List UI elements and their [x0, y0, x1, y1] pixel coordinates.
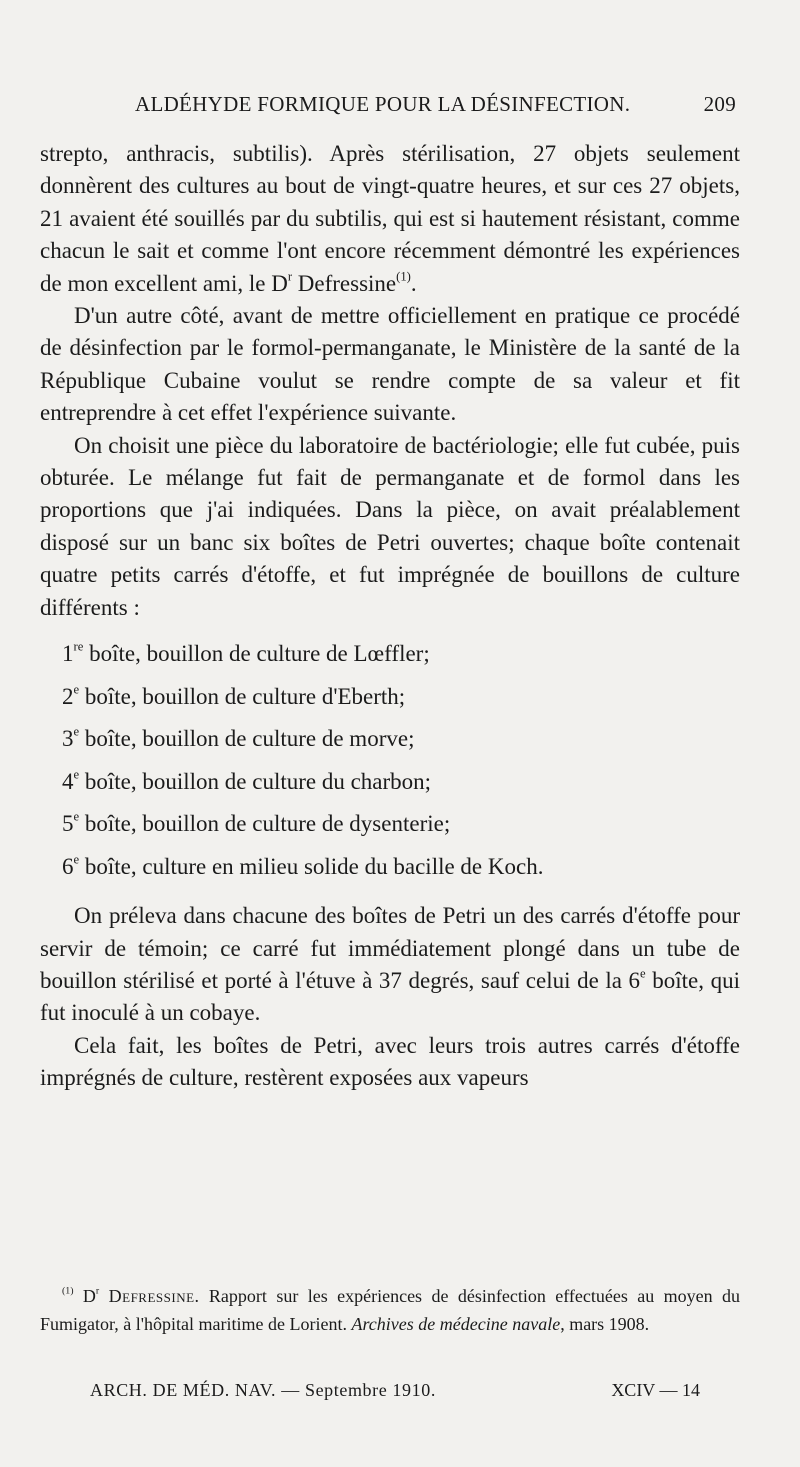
dr-superscript: r: [287, 268, 293, 283]
list-item: [40, 676, 740, 719]
page-number: 209: [703, 92, 736, 116]
list-item-number: 6: [62, 853, 74, 879]
list-item-text: boîte, bouillon de culture de morve;: [79, 726, 415, 752]
footnote-author: Defressine.: [108, 1286, 200, 1306]
paragraph-1-tail: .: [410, 270, 417, 296]
paragraph-1-name: Defressine: [292, 270, 397, 296]
list-item: [40, 761, 740, 804]
paragraph-5: Cela fait, les boîtes de Petri, avec leurs trois autres carrés d'étoffe imprégnés de culture, restèrent exposées aux vapeurs: [40, 1032, 740, 1091]
list-item-ordinal: e: [73, 851, 80, 866]
list-item-ordinal: e: [73, 766, 80, 781]
running-title: ALDÉHYDE FORMIQUE POUR LA DÉSINFECTION.: [135, 92, 631, 116]
footnote-marker: (1): [62, 1285, 74, 1297]
list-item-text: boîte, bouillon de culture de dysenterie;: [79, 811, 451, 837]
ordinal-superscript: e: [640, 966, 646, 981]
petri-box-list: [40, 633, 740, 888]
footnote-dr: D: [82, 1286, 96, 1306]
list-item-number: 5: [62, 811, 74, 837]
list-item-number: 2: [62, 683, 74, 709]
list-item-number: 3: [62, 726, 74, 752]
paragraph-3: On choisit une pièce du laboratoire de bactériologie; elle fut cubée, puis obturée. Le mélange fut fait de permanganate et de formol dans les proportions que j'ai indiquées. Dans la pièce, on avait préalablement disposé sur un banc six boîtes de Petri ouvertes; chaque boîte contenait quatre petits carrés d'étoffe, et fut imprégnée de bouillons de culture différents :: [40, 432, 740, 620]
list-item-text: boîte, bouillon de culture de Lœffler;: [83, 641, 430, 667]
footnote: [40, 1283, 740, 1338]
list-item: [40, 846, 740, 889]
paragraph-1: [40, 138, 740, 300]
main-text: [40, 138, 740, 1095]
list-item-number: 1: [62, 641, 74, 667]
footnote-text: Rapport sur les expériences de désinfection effectuées au moyen du Fumigator, à l'hôpital maritime de Lorient.: [40, 1286, 741, 1334]
list-item: [40, 633, 740, 676]
list-item-ordinal: e: [73, 681, 80, 696]
paragraph-4: [40, 900, 740, 1030]
footnote-dr-superscript: r: [95, 1285, 100, 1297]
footer-signature: ARCH. DE MÉD. NAV. — Septembre 1910.: [90, 1380, 436, 1400]
list-item-text: boîte, bouillon de culture du charbon;: [79, 768, 432, 794]
list-item-text: boîte, culture en milieu solide du bacille de Koch.: [79, 853, 544, 879]
page-footer: [40, 1380, 740, 1406]
footnote-reference[interactable]: (1): [396, 268, 411, 283]
paragraph-1-text: strepto, anthracis, subtilis). Après stérilisation, 27 objets seulement donnèrent des cultures au bout de vingt-quatre heures, et sur ces 27 objets, 21 avaient été souillés par du subtilis, qui est si hautement résistant, comme chacun le sait et comme l'ont encore récemment démontré les expériences de mon excellent ami, le D: [40, 141, 740, 296]
list-item: [40, 718, 740, 761]
footnote-journal: Archives de médecine navale: [351, 1313, 561, 1334]
running-header: [40, 92, 740, 126]
footnote-date: , mars 1908.: [560, 1313, 650, 1334]
list-item-text: boîte, bouillon de culture d'Eberth;: [79, 683, 406, 709]
footer-signature-mark: XCIV — 14: [611, 1380, 700, 1400]
paragraph-4-text: On préleva dans chacune des boîtes de Petri un des carrés d'étoffe pour servir de témoin; ce carré fut immédiatement plongé dans un tube de bouillon stérilisé et porté à l'étuve à 37 degrés, sauf celui de la 6: [40, 903, 740, 993]
paragraph-2: D'un autre côté, avant de mettre officiellement en pratique ce procédé de désinfection par le formol-permanganate, le Ministère de la santé de la République Cubaine voulut se rendre compte de sa valeur et fit entreprendre à cet effet l'expérience suivante.: [40, 303, 740, 426]
list-item-ordinal: re: [73, 639, 84, 654]
paragraph-4-end: boîte, qui fut inoculé à un cobaye.: [40, 967, 740, 1026]
list-item: [40, 803, 740, 846]
list-item-number: 4: [62, 768, 74, 794]
list-item-ordinal: e: [73, 809, 80, 824]
list-item-ordinal: e: [73, 724, 80, 739]
